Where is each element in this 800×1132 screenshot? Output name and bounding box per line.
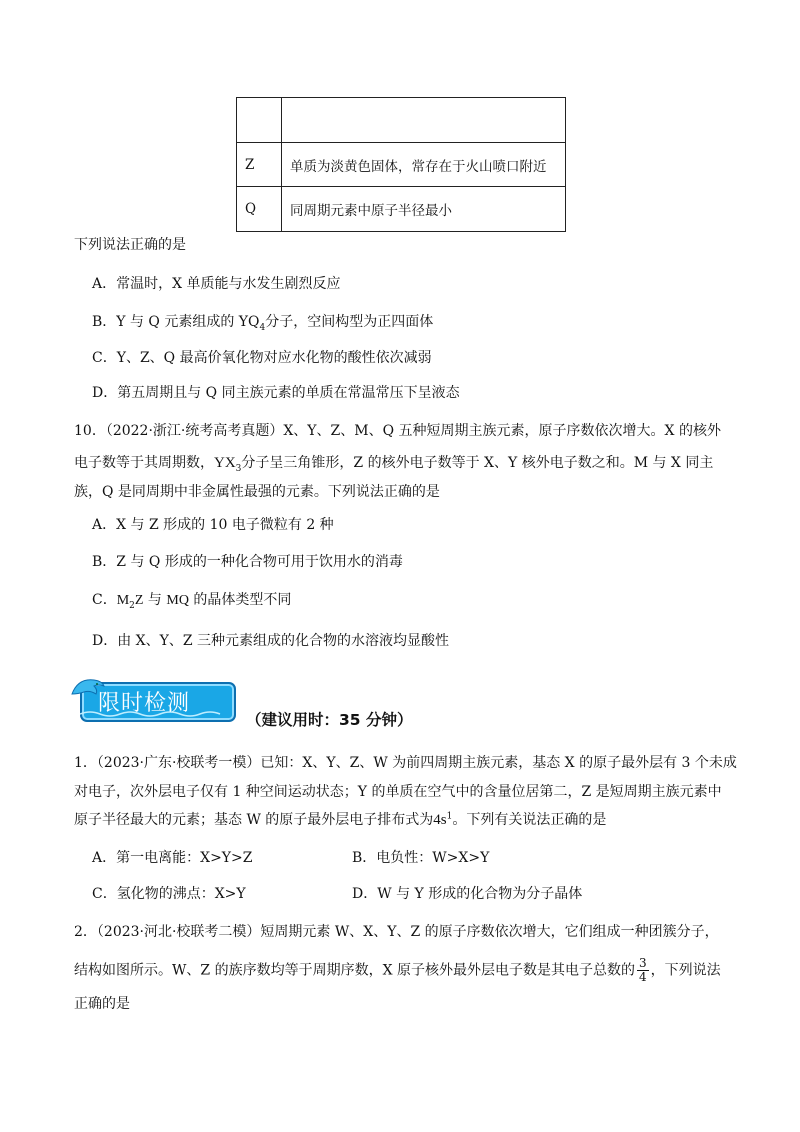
- table-row: [237, 187, 566, 232]
- table-row: [237, 98, 566, 143]
- section-badge: [68, 672, 234, 720]
- q10-text: 分子呈三角锥形，Z 的核外电子数等于 X、Y 核外电子数之和。M 与 X 同主: [241, 455, 714, 471]
- p2-stem-line1: 2．（2023·河北·校联考二模）短周期元素 W、X、Y、Z 的原子序数依次增大，它们组成一种团簇分子，: [74, 924, 719, 940]
- q10-option-d: D．由 X、Y、Z 三种元素组成的化合物的水溶液均显酸性: [92, 633, 450, 649]
- element-info-table: [236, 97, 566, 232]
- p1-text: 原子半径最大的元素；基态 W 的原子最外层电子排布式为: [74, 812, 434, 828]
- p1-option-a: A．第一电离能：X>Y>Z: [92, 850, 253, 866]
- q9-option-a: A．常温时，X 单质能与水发生剧烈反应: [92, 276, 341, 292]
- q10-text: 电子数等于其周期数，: [74, 455, 214, 471]
- formula: 4s: [433, 812, 447, 828]
- table-cell-desc: [282, 98, 566, 143]
- fraction: [637, 957, 649, 984]
- table-cell-key: Z: [237, 143, 282, 187]
- q9-option-b-text: 分子，空间构型为正四面体: [265, 314, 434, 330]
- q9-stem: 下列说法正确的是: [74, 237, 186, 253]
- q9-option-b: [92, 311, 433, 333]
- q9-option-d: D．第五周期且与 Q 同主族元素的单质在常温常压下呈液态: [92, 385, 460, 401]
- table-cell-desc: 同周期元素中原子半径最小: [282, 187, 566, 232]
- formula: MQ: [166, 593, 189, 608]
- q10-text: C．: [92, 592, 117, 608]
- superscript: 1: [446, 811, 453, 822]
- subscript: 3: [235, 463, 242, 474]
- table-cell-key: Q: [237, 187, 282, 232]
- p1-option-d: D．W 与 Y 形成的化合物为分子晶体: [352, 886, 583, 902]
- p1-stem-line1: 1．（2023·广东·校联考一模）已知：X、Y、Z、W 为前四周期主族元素，基态 X 的原子最外层有 3 个未成: [74, 755, 737, 771]
- p2-stem-line2: [74, 957, 721, 984]
- formula: M: [116, 593, 130, 608]
- suggested-time: （建议用时：35 分钟）: [246, 711, 413, 729]
- table-cell-key: [237, 98, 282, 143]
- q10-stem-line1: 10．（2022·浙江·统考高考真题）X、Y、Z、M、Q 五种短周期主族元素，原子序数依次增大。X 的核外: [74, 423, 721, 439]
- q10-option-c: [92, 589, 291, 611]
- table-row: [237, 143, 566, 187]
- p1-text: 。下列有关说法正确的是: [452, 812, 607, 828]
- q9-option-c: C．Y、Z、Q 最高价氧化物对应水化物的酸性依次减弱: [92, 350, 432, 366]
- q9-option-b-text: B．Y 与 Q 元素组成的 YQ: [92, 314, 260, 330]
- badge-title: 限时检测: [98, 691, 191, 716]
- p1-stem-line2: 对电子，次外层电子仅有 1 种空间运动状态；Y 的单质在空气中的含量位居第二，Z 是短周期主族元素中: [74, 784, 722, 800]
- p2-text: ，下列说法: [650, 962, 721, 979]
- q10-stem-line2: [74, 452, 713, 474]
- subscript: 4: [259, 322, 266, 333]
- p1-option-b: B．电负性：W>X>Y: [352, 850, 490, 866]
- fraction-numerator: 3: [638, 956, 647, 970]
- subscript: 2: [129, 600, 135, 611]
- q10-stem-line3: 族，Q 是同周期中非金属性最强的元素。下列说法正确的是: [74, 484, 440, 500]
- q10-option-b: B．Z 与 Q 形成的一种化合物可用于饮用水的消毒: [92, 554, 403, 570]
- formula: YX: [214, 455, 236, 471]
- p2-stem-line3: 正确的是: [74, 996, 130, 1012]
- q10-text: 的晶体类型不同: [188, 592, 292, 608]
- table-cell-desc: 单质为淡黄色固体，常存在于火山喷口附近: [282, 143, 566, 187]
- formula: Z: [134, 593, 144, 608]
- p2-text: 结构如图所示。W、Z 的族序数均等于周期序数，X 原子核外最外层电子数是其电子总数的: [74, 962, 635, 979]
- q10-text: 与: [143, 592, 167, 608]
- p1-stem-line3: [74, 809, 606, 829]
- fraction-denominator: 4: [638, 970, 647, 984]
- q10-option-a: A．X 与 Z 形成的 10 电子微粒有 2 种: [92, 517, 334, 533]
- p1-option-c: C．氢化物的沸点：X>Y: [92, 886, 246, 902]
